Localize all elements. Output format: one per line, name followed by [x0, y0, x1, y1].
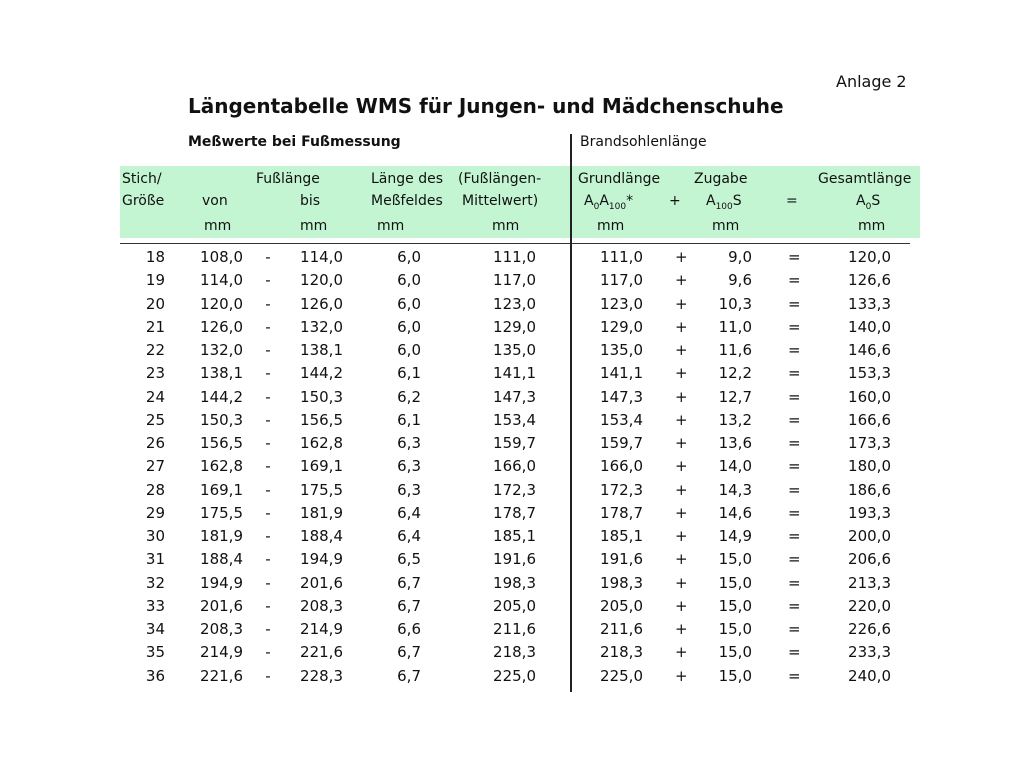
cell-size: 20: [145, 294, 165, 313]
cell-feld: 6,3: [397, 457, 421, 476]
cell-mittel: 172,3: [493, 480, 536, 499]
cell-von: 132,0: [200, 341, 243, 359]
cell-size: 29: [145, 503, 165, 522]
cell-von: 194,9: [200, 573, 243, 592]
table-row: [0, 504, 1024, 527]
cell-zugabe: 12,7: [718, 387, 752, 406]
cell-plus: +: [675, 573, 688, 592]
cell-size: 30: [145, 527, 165, 545]
cell-bis: 138,1: [300, 341, 343, 359]
cell-dash: -: [265, 643, 271, 662]
cell-feld: 6,4: [397, 503, 421, 522]
cell-equals: =: [788, 503, 801, 522]
cell-equals: =: [788, 434, 801, 452]
header-stich: Stich/: [122, 171, 162, 187]
cell-bis: 169,1: [300, 457, 343, 476]
cell-von: 221,6: [200, 666, 243, 685]
cell-zugabe: 14,6: [718, 503, 752, 522]
cell-plus: +: [675, 387, 688, 406]
table-row: [0, 457, 1024, 480]
header-fusslaengen: (Fußlängen-: [458, 171, 542, 187]
cell-von: 138,1: [200, 364, 243, 383]
header-unit-grund: mm: [597, 218, 625, 234]
cell-equals: =: [788, 480, 801, 499]
cell-dash: -: [265, 620, 271, 638]
cell-grund: 147,3: [600, 387, 643, 406]
cell-mittel: 117,0: [493, 271, 536, 290]
table-row: [0, 550, 1024, 573]
cell-size: 23: [145, 364, 165, 383]
header-messfeldes: Meßfeldes: [371, 193, 443, 209]
cell-equals: =: [788, 364, 801, 383]
cell-plus: +: [675, 317, 688, 336]
header-unit-mittel: mm: [492, 218, 520, 234]
cell-bis: 175,5: [300, 480, 343, 499]
cell-feld: 6,0: [397, 294, 421, 313]
cell-mittel: 141,1: [493, 364, 536, 383]
table-row: [0, 434, 1024, 457]
cell-equals: =: [788, 294, 801, 313]
cell-dash: -: [265, 248, 271, 266]
cell-plus: +: [675, 480, 688, 499]
cell-gesamt: 220,0: [848, 596, 891, 615]
table-row: [0, 248, 1024, 271]
annex-label: Anlage 2: [836, 72, 907, 91]
cell-dash: -: [265, 457, 271, 476]
cell-grund: 166,0: [600, 457, 643, 476]
section-insole-label: Brandsohlenlänge: [580, 134, 707, 150]
cell-mittel: 129,0: [493, 317, 536, 336]
cell-grund: 117,0: [600, 271, 643, 290]
cell-size: 19: [145, 271, 165, 290]
cell-plus: +: [675, 643, 688, 662]
table-row: [0, 318, 1024, 341]
header-divider: [120, 243, 910, 244]
cell-mittel: 111,0: [493, 248, 536, 266]
cell-zugabe: 11,6: [718, 341, 752, 359]
cell-gesamt: 173,3: [848, 434, 891, 452]
header-laenge-des: Länge des: [371, 171, 443, 187]
cell-bis: 156,5: [300, 410, 343, 429]
cell-bis: 132,0: [300, 317, 343, 336]
cell-equals: =: [788, 573, 801, 592]
header-groesse: Größe: [122, 193, 165, 209]
cell-mittel: 147,3: [493, 387, 536, 406]
cell-size: 28: [145, 480, 165, 499]
cell-equals: =: [788, 341, 801, 359]
cell-mittel: 225,0: [493, 666, 536, 685]
cell-feld: 6,3: [397, 434, 421, 452]
cell-grund: 218,3: [600, 643, 643, 662]
cell-bis: 144,2: [300, 364, 343, 383]
cell-plus: +: [675, 457, 688, 476]
cell-bis: 150,3: [300, 387, 343, 406]
cell-dash: -: [265, 387, 271, 406]
cell-plus: +: [675, 527, 688, 545]
cell-equals: =: [788, 666, 801, 685]
cell-mittel: 185,1: [493, 527, 536, 545]
cell-dash: -: [265, 271, 271, 290]
cell-bis: 201,6: [300, 573, 343, 592]
cell-von: 144,2: [200, 387, 243, 406]
cell-feld: 6,3: [397, 480, 421, 499]
cell-gesamt: 180,0: [848, 457, 891, 476]
cell-mittel: 135,0: [493, 341, 536, 359]
cell-dash: -: [265, 527, 271, 545]
cell-gesamt: 213,3: [848, 573, 891, 592]
cell-zugabe: 14,9: [718, 527, 752, 545]
header-a0s-symbol: $A_0S$: [856, 193, 881, 212]
cell-feld: 6,0: [397, 271, 421, 290]
cell-dash: -: [265, 294, 271, 313]
cell-dash: -: [265, 550, 271, 569]
cell-grund: 135,0: [600, 341, 643, 359]
cell-zugabe: 12,2: [718, 364, 752, 383]
cell-bis: 181,9: [300, 503, 343, 522]
table-row: [0, 341, 1024, 364]
table-row: [0, 295, 1024, 318]
cell-von: 175,5: [200, 503, 243, 522]
header-plus-sign: +: [669, 193, 681, 209]
table-row: [0, 574, 1024, 597]
cell-feld: 6,0: [397, 341, 421, 359]
cell-bis: 228,3: [300, 666, 343, 685]
cell-equals: =: [788, 248, 801, 266]
cell-plus: +: [675, 503, 688, 522]
cell-zugabe: 15,0: [718, 643, 752, 662]
cell-grund: 129,0: [600, 317, 643, 336]
cell-grund: 205,0: [600, 596, 643, 615]
cell-mittel: 178,7: [493, 503, 536, 522]
cell-gesamt: 140,0: [848, 317, 891, 336]
cell-dash: -: [265, 434, 271, 452]
cell-plus: +: [675, 666, 688, 685]
cell-dash: -: [265, 341, 271, 359]
cell-equals: =: [788, 387, 801, 406]
cell-bis: 162,8: [300, 434, 343, 452]
cell-grund: 111,0: [600, 248, 643, 266]
cell-grund: 191,6: [600, 550, 643, 569]
cell-equals: =: [788, 410, 801, 429]
cell-von: 162,8: [200, 457, 243, 476]
table-row: [0, 527, 1024, 550]
cell-grund: 172,3: [600, 480, 643, 499]
cell-grund: 153,4: [600, 410, 643, 429]
cell-size: 33: [145, 596, 165, 615]
header-von: von: [202, 193, 228, 209]
cell-bis: 114,0: [300, 248, 343, 266]
cell-bis: 221,6: [300, 643, 343, 662]
cell-grund: 141,1: [600, 364, 643, 383]
cell-equals: =: [788, 457, 801, 476]
cell-plus: +: [675, 271, 688, 290]
cell-gesamt: 240,0: [848, 666, 891, 685]
cell-bis: 188,4: [300, 527, 343, 545]
cell-dash: -: [265, 480, 271, 499]
cell-grund: 198,3: [600, 573, 643, 592]
table-row: [0, 643, 1024, 666]
cell-equals: =: [788, 620, 801, 638]
cell-zugabe: 13,6: [718, 434, 752, 452]
cell-feld: 6,0: [397, 317, 421, 336]
cell-equals: =: [788, 596, 801, 615]
cell-zugabe: 9,0: [728, 248, 752, 266]
cell-von: 214,9: [200, 643, 243, 662]
cell-plus: +: [675, 596, 688, 615]
header-grundlaenge: Grundlänge: [578, 171, 661, 187]
cell-bis: 126,0: [300, 294, 343, 313]
cell-bis: 208,3: [300, 596, 343, 615]
cell-mittel: 211,6: [493, 620, 536, 638]
cell-size: 24: [145, 387, 165, 406]
cell-mittel: 159,7: [493, 434, 536, 452]
cell-size: 22: [145, 341, 165, 359]
cell-von: 169,1: [200, 480, 243, 499]
table-row: [0, 411, 1024, 434]
cell-dash: -: [265, 364, 271, 383]
cell-size: 36: [145, 666, 165, 685]
table-row: [0, 597, 1024, 620]
cell-grund: 159,7: [600, 434, 643, 452]
cell-mittel: 123,0: [493, 294, 536, 313]
cell-plus: +: [675, 341, 688, 359]
cell-feld: 6,5: [397, 550, 421, 569]
cell-plus: +: [675, 410, 688, 429]
cell-zugabe: 9,6: [728, 271, 752, 290]
cell-gesamt: 200,0: [848, 527, 891, 545]
cell-zugabe: 15,0: [718, 620, 752, 638]
cell-gesamt: 206,6: [848, 550, 891, 569]
cell-feld: 6,1: [397, 410, 421, 429]
header-gesamtlaenge: Gesamtlänge: [818, 171, 912, 187]
cell-bis: 194,9: [300, 550, 343, 569]
header-bis: bis: [300, 193, 321, 209]
cell-size: 27: [145, 457, 165, 476]
cell-gesamt: 186,6: [848, 480, 891, 499]
header-unit-feld: mm: [377, 218, 405, 234]
cell-zugabe: 10,3: [718, 294, 752, 313]
cell-bis: 214,9: [300, 620, 343, 638]
cell-dash: -: [265, 410, 271, 429]
cell-feld: 6,7: [397, 573, 421, 592]
cell-zugabe: 14,0: [718, 457, 752, 476]
cell-feld: 6,6: [397, 620, 421, 638]
cell-gesamt: 233,3: [848, 643, 891, 662]
cell-zugabe: 15,0: [718, 596, 752, 615]
cell-feld: 6,2: [397, 387, 421, 406]
cell-equals: =: [788, 550, 801, 569]
cell-dash: -: [265, 596, 271, 615]
cell-grund: 211,6: [600, 620, 643, 638]
header-mittelwert: Mittelwert): [462, 193, 539, 209]
cell-mittel: 153,4: [493, 410, 536, 429]
header-equals-sign: =: [786, 193, 798, 209]
cell-plus: +: [675, 294, 688, 313]
cell-mittel: 205,0: [493, 596, 536, 615]
cell-gesamt: 193,3: [848, 503, 891, 522]
cell-plus: +: [675, 620, 688, 638]
header-a100s-symbol: $A_{100}S$: [706, 193, 742, 212]
cell-mittel: 198,3: [493, 573, 536, 592]
cell-gesamt: 226,6: [848, 620, 891, 638]
cell-gesamt: 166,6: [848, 410, 891, 429]
cell-dash: -: [265, 503, 271, 522]
cell-von: 208,3: [200, 620, 243, 638]
cell-zugabe: 15,0: [718, 550, 752, 569]
page-title: Längentabelle WMS für Jungen- und Mädchenschuhe: [188, 94, 784, 118]
header-unit-bis: mm: [300, 218, 328, 234]
cell-von: 114,0: [200, 271, 243, 290]
cell-bis: 120,0: [300, 271, 343, 290]
cell-mittel: 166,0: [493, 457, 536, 476]
table-row: [0, 271, 1024, 294]
cell-von: 126,0: [200, 317, 243, 336]
cell-gesamt: 153,3: [848, 364, 891, 383]
cell-gesamt: 126,6: [848, 271, 891, 290]
cell-von: 156,5: [200, 434, 243, 452]
cell-zugabe: 15,0: [718, 573, 752, 592]
cell-gesamt: 133,3: [848, 294, 891, 313]
cell-dash: -: [265, 666, 271, 685]
cell-grund: 123,0: [600, 294, 643, 313]
header-zugabe: Zugabe: [694, 171, 748, 187]
cell-von: 150,3: [200, 410, 243, 429]
cell-zugabe: 11,0: [718, 317, 752, 336]
cell-feld: 6,7: [397, 596, 421, 615]
cell-gesamt: 160,0: [848, 387, 891, 406]
cell-von: 181,9: [200, 527, 243, 545]
cell-size: 32: [145, 573, 165, 592]
cell-gesamt: 146,6: [848, 341, 891, 359]
cell-size: 31: [145, 550, 165, 569]
cell-size: 25: [145, 410, 165, 429]
cell-equals: =: [788, 527, 801, 545]
table-row: [0, 388, 1024, 411]
cell-feld: 6,0: [397, 248, 421, 266]
header-fusslaenge: Fußlänge: [256, 171, 320, 187]
cell-zugabe: 14,3: [718, 480, 752, 499]
header-unit-gesamt: mm: [858, 218, 886, 234]
header-a0a100-symbol: $A_0A_{100}*$: [584, 193, 634, 212]
cell-equals: =: [788, 317, 801, 336]
cell-feld: 6,4: [397, 527, 421, 545]
cell-von: 188,4: [200, 550, 243, 569]
header-unit-von: mm: [204, 218, 232, 234]
cell-dash: -: [265, 573, 271, 592]
cell-gesamt: 120,0: [848, 248, 891, 266]
cell-equals: =: [788, 643, 801, 662]
cell-feld: 6,1: [397, 364, 421, 383]
cell-mittel: 218,3: [493, 643, 536, 662]
cell-plus: +: [675, 248, 688, 266]
cell-size: 21: [145, 317, 165, 336]
table-row: [0, 481, 1024, 504]
cell-von: 108,0: [200, 248, 243, 266]
section-measurements-label: Meßwerte bei Fußmessung: [188, 134, 401, 150]
cell-zugabe: 15,0: [718, 666, 752, 685]
cell-size: 26: [145, 434, 165, 452]
cell-dash: -: [265, 317, 271, 336]
cell-feld: 6,7: [397, 643, 421, 662]
cell-von: 120,0: [200, 294, 243, 313]
cell-mittel: 191,6: [493, 550, 536, 569]
cell-plus: +: [675, 364, 688, 383]
header-unit-zugabe: mm: [712, 218, 740, 234]
cell-grund: 178,7: [600, 503, 643, 522]
cell-grund: 225,0: [600, 666, 643, 685]
cell-grund: 185,1: [600, 527, 643, 545]
cell-size: 35: [145, 643, 165, 662]
cell-size: 18: [145, 248, 165, 266]
cell-equals: =: [788, 271, 801, 290]
cell-plus: +: [675, 550, 688, 569]
cell-von: 201,6: [200, 596, 243, 615]
cell-zugabe: 13,2: [718, 410, 752, 429]
cell-feld: 6,7: [397, 666, 421, 685]
cell-size: 34: [145, 620, 165, 638]
cell-plus: +: [675, 434, 688, 452]
table-row: [0, 667, 1024, 690]
table-row: [0, 620, 1024, 643]
table-row: [0, 364, 1024, 387]
